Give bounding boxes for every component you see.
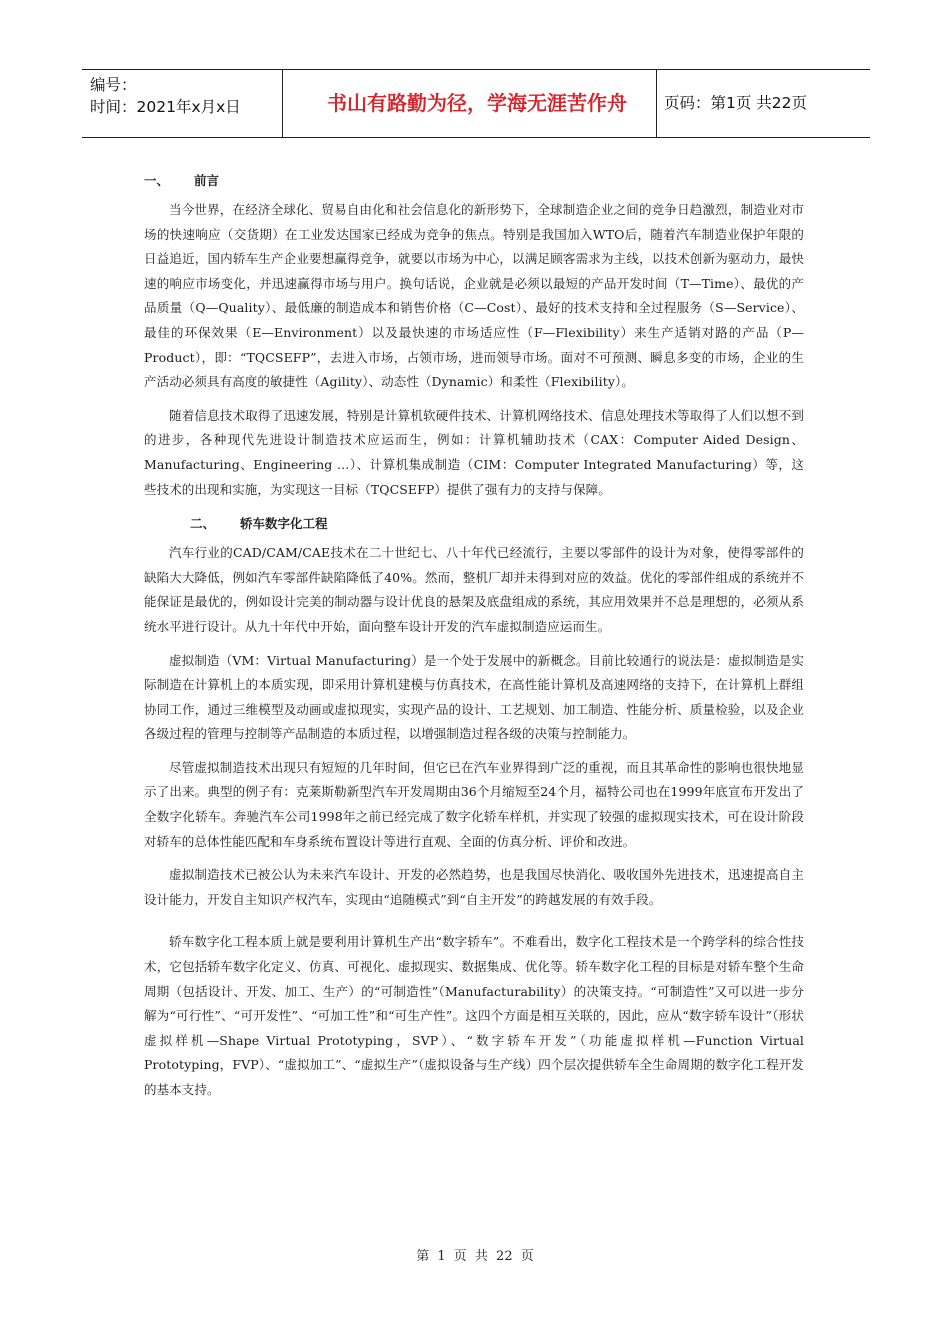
section-title: 轿车数字化工程 <box>240 516 328 532</box>
paragraph: 随着信息技术取得了迅速发展，特别是计算机软硬件技术、计算机网络技术、信息处理技术等取得了人们以想不到的进步，各种现代先进设计制造技术应运而生，例如：计算机辅助技术（CAX：Computer Aided Design、Manufacturing、Engineering …）、计算机集成制造（CIM：Computer Integrated Manufacturing）等，这些技术的出现和实施，为实现这一目标（TQCSEFP）提供了强有力的支持与保障。 <box>144 407 804 497</box>
section-title: 前言 <box>194 173 220 188</box>
paragraph: 虚拟制造（VM：Virtual Manufacturing）是一个处于发展中的新概念。目前比较通行的说法是：虚拟制造是实际制造在计算机上的本质实现，即采用计算机建模与仿真技术，在高性能计算机及高速网络的支持下，在计算机上群组协同工作，通过三维模型及动画或虚拟现实，实现产品的设计、工艺规划、加工制造、性能分析、质量检验，以及企业各级过程的管理与控制等产品制造的本质过程，以增强制造过程各级的决策与控制能力。 <box>144 652 804 742</box>
header-motto: 书山有路勤为径，学海无涯苦作舟 <box>327 91 627 115</box>
section-number: 二、 <box>190 516 216 532</box>
header-meta <box>90 74 285 118</box>
page-footer: 第 1 页 共 22 页 <box>416 1249 534 1264</box>
section-number: 一、 <box>144 173 170 188</box>
paragraph: 尽管虚拟制造技术出现只有短短的几年时间，但它已在汽车业界得到广泛的重视，而且其革命性的影响也很快地显示了出来。典型的例子有：克莱斯勒新型汽车开发周期由36个月缩短至24个月，福特公司也在1999年底宣布开发出了全数字化轿车。奔驰汽车公司1998年之前已经完成了数字化轿车样机，并实现了较强的虚拟现实技术，可在设计阶段对轿车的总体性能匹配和车身系统布置设计等进行直观、全面的仿真分析、评价和改进。 <box>144 759 804 849</box>
document-date: 时间：2021年x月x日 <box>90 98 241 116</box>
paragraph: 虚拟制造技术已被公认为未来汽车设计、开发的必然趋势，也是我国尽快消化、吸收国外先进技术，迅速提高自主设计能力，开发自主知识产权汽车，实现由“追随模式”到“自主开发”的跨越发展的有效手段。 <box>144 867 804 907</box>
document-number: 编号： <box>90 76 137 94</box>
header-page-info: 页码：第1页 共22页 <box>664 94 808 112</box>
section-heading <box>144 511 804 536</box>
page-header <box>82 69 870 138</box>
document-body <box>144 168 804 1112</box>
paragraph: 当今世界，在经济全球化、贸易自由化和社会信息化的新形势下，全球制造企业之间的竞争日趋激烈，制造业对市场的快速响应（交货期）在工业发达国家已经成为竞争的焦点。特别是我国加入WTO后，随着汽车制造业保护年限的日益追近，国内轿车生产企业要想赢得竞争，就要以市场为中心，以满足顾客需求为主线，以技术创新为驱动力，最快速的响应市场变化，并迅速赢得市场与用户。换句话说，企业就是必须以最短的产品开发时间（T—Time）、最优的产品质量（Q—Quality）、最低廉的制造成本和销售价格（C—Cost）、最好的技术支持和全过程服务（S—Service）、最佳的环保效果（E—Environment）以及最快速的市场适应性（F—Flexibility）来生产适销对路的产品（P—Product），即：“TQCSEFP”，去进入市场，占领市场，进而领导市场。面对不可预测、瞬息多变的市场，企业的生产活动必须具有高度的敏捷性（Agility）、动态性（Dynamic）和柔性（Flexibility）。 <box>144 202 804 390</box>
paragraph: 轿车数字化工程本质上就是要利用计算机生产出“数字轿车”。不难看出，数字化工程技术是一个跨学科的综合性技术，它包括轿车数字化定义、仿真、可视化、虚拟现实、数据集成、优化等。轿车数字化工程的目标是对轿车整个生命周期（包括设计、开发、加工、生产）的“可制造性”（Manufacturability）的决策支持。“可制造性”又可以进一步分解为“可行性”、“可开发性”、“可加工性”和“可生产性”。这四个方面是相互关联的，因此，应从“数字轿车设计”（形状虚拟样机—Shape Virtual Prototyping，SVP）、“数字轿车开发”（功能虚拟样机—Function Virtual Prototyping，FVP）、“虚拟加工”、“虚拟生产”（虚拟设备与生产线）四个层次提供轿车全生命周期的数字化工程开发的基本支持。 <box>144 934 804 1097</box>
paragraph: 汽车行业的CAD/CAM/CAE技术在二十世纪七、八十年代已经流行，主要以零部件的设计为对象，使得零部件的缺陷大大降低，例如汽车零部件缺陷降低了40%。然而，整机厂却并未得到对应的效益。优化的零部件组成的系统并不能保证是最优的，例如设计完美的制动器与设计优良的悬架及底盘组成的系统，其应用效果并不总是理想的，必须从系统水平进行设计。从九十年代中开始，面向整车设计开发的汽车虚拟制造应运而生。 <box>144 545 804 634</box>
section-heading <box>144 168 804 193</box>
header-divider <box>656 70 657 137</box>
